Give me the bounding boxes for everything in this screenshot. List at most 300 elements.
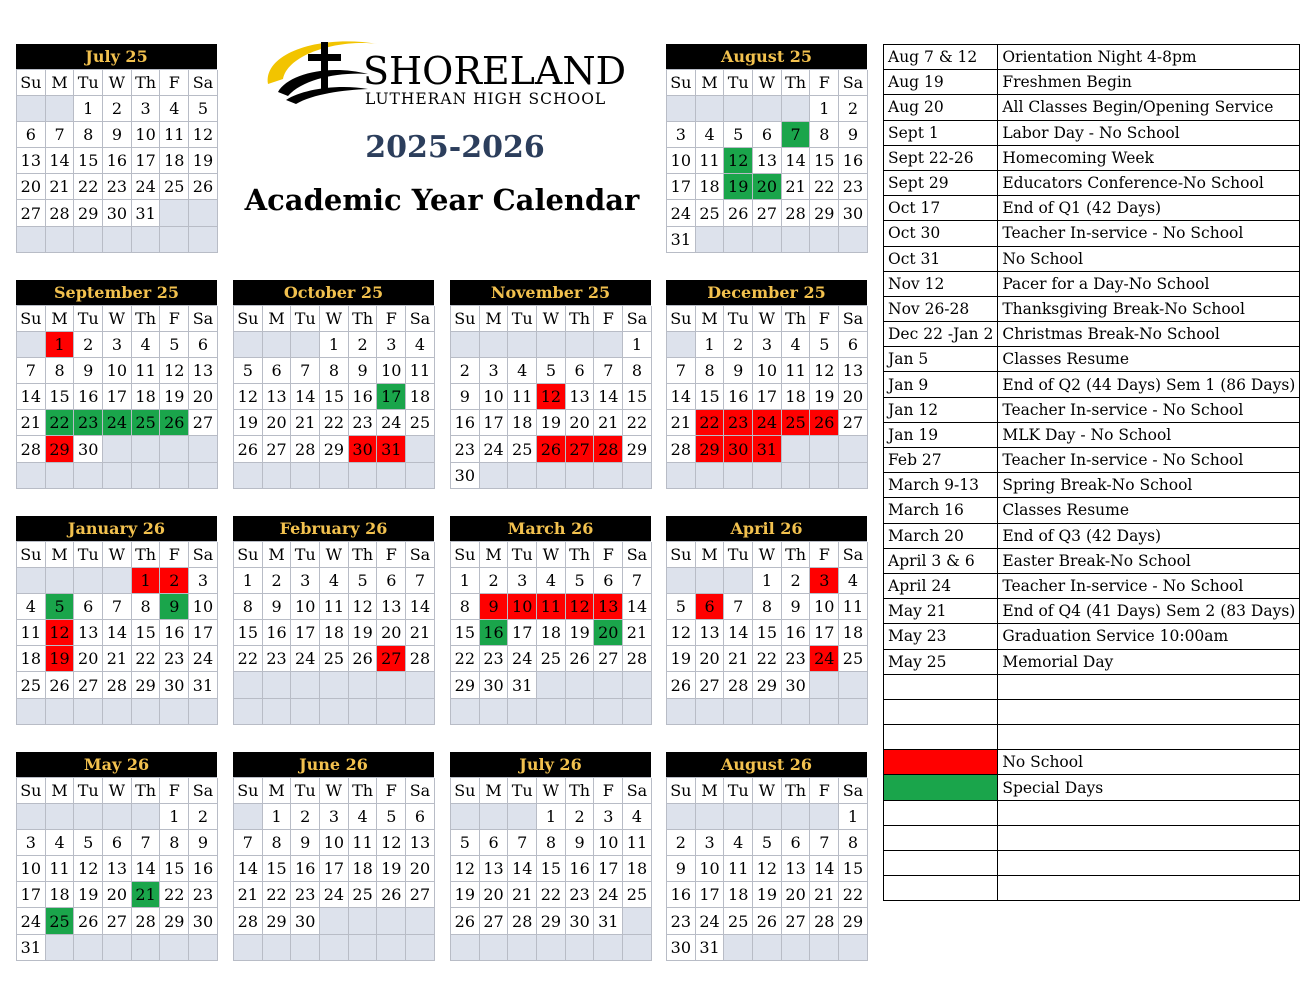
day-cell: 5 bbox=[377, 804, 406, 830]
day-cell: 13 bbox=[782, 856, 811, 882]
empty-cell bbox=[782, 935, 811, 961]
day-cell: 17 bbox=[17, 882, 46, 908]
day-cell: 24 bbox=[189, 646, 218, 672]
weekday-label: M bbox=[263, 542, 292, 568]
empty-cell bbox=[377, 463, 406, 489]
day-cell: 22 bbox=[234, 646, 263, 672]
event-row bbox=[884, 498, 1300, 523]
day-cell: 8 bbox=[46, 358, 75, 384]
event-row bbox=[884, 473, 1300, 498]
month-8 bbox=[450, 516, 651, 725]
day-cell: 8 bbox=[234, 594, 263, 620]
weekday-label: F bbox=[810, 778, 839, 804]
day-cell: 10 bbox=[753, 358, 782, 384]
day-cell: 2 bbox=[74, 332, 103, 358]
day-cell: 17 bbox=[508, 620, 537, 646]
day-cell: 21 bbox=[782, 174, 811, 200]
day-cell: 16 bbox=[291, 856, 320, 882]
day-cell: 23 bbox=[349, 410, 378, 436]
day-cell: 13 bbox=[753, 148, 782, 174]
month-grid bbox=[666, 69, 867, 253]
day-cell: 6 bbox=[696, 594, 725, 620]
month-title: November 25 bbox=[450, 280, 651, 305]
month-title: July 26 bbox=[450, 752, 651, 777]
empty-cell bbox=[566, 935, 595, 961]
empty-cell bbox=[234, 672, 263, 698]
empty-cell bbox=[189, 436, 218, 462]
day-cell: 24 bbox=[594, 882, 623, 908]
event-row bbox=[884, 372, 1300, 397]
month-3 bbox=[233, 280, 434, 489]
month-title: August 25 bbox=[666, 44, 867, 69]
empty-cell bbox=[406, 908, 435, 934]
day-cell: 30 bbox=[103, 200, 132, 226]
event-description bbox=[998, 851, 1300, 876]
empty-cell bbox=[103, 463, 132, 489]
empty-cell bbox=[508, 935, 537, 961]
day-cell: 1 bbox=[839, 804, 868, 830]
day-cell: 29 bbox=[46, 436, 75, 462]
day-cell: 10 bbox=[103, 358, 132, 384]
month-title: March 26 bbox=[450, 516, 651, 541]
day-cell: 22 bbox=[263, 882, 292, 908]
empty-cell bbox=[132, 227, 161, 253]
day-cell: 9 bbox=[74, 358, 103, 384]
weekday-label: W bbox=[753, 70, 782, 96]
day-cell: 20 bbox=[753, 174, 782, 200]
day-cell: 4 bbox=[46, 830, 75, 856]
event-date: Oct 17 bbox=[884, 196, 998, 221]
day-cell: 6 bbox=[566, 358, 595, 384]
day-cell: 13 bbox=[594, 594, 623, 620]
event-row bbox=[884, 800, 1300, 825]
empty-cell bbox=[17, 568, 46, 594]
day-cell: 24 bbox=[103, 410, 132, 436]
day-cell: 24 bbox=[132, 174, 161, 200]
weekday-label: Su bbox=[667, 70, 696, 96]
day-cell: 24 bbox=[377, 410, 406, 436]
day-cell: 13 bbox=[189, 358, 218, 384]
logo-emblem-icon bbox=[258, 34, 628, 114]
day-cell: 7 bbox=[667, 358, 696, 384]
empty-cell bbox=[753, 227, 782, 253]
day-cell: 3 bbox=[320, 804, 349, 830]
day-cell: 30 bbox=[349, 436, 378, 462]
empty-cell bbox=[810, 436, 839, 462]
day-cell: 16 bbox=[724, 384, 753, 410]
weekday-label: M bbox=[480, 542, 509, 568]
day-cell: 11 bbox=[46, 856, 75, 882]
weekday-label: Tu bbox=[724, 70, 753, 96]
weekday-label: Th bbox=[566, 778, 595, 804]
event-row bbox=[884, 397, 1300, 422]
empty-cell bbox=[753, 463, 782, 489]
empty-cell bbox=[263, 935, 292, 961]
day-cell: 9 bbox=[566, 830, 595, 856]
day-cell: 8 bbox=[810, 122, 839, 148]
day-cell: 8 bbox=[451, 594, 480, 620]
empty-cell bbox=[696, 804, 725, 830]
day-cell: 5 bbox=[667, 594, 696, 620]
weekday-label: Tu bbox=[724, 542, 753, 568]
day-cell: 18 bbox=[724, 882, 753, 908]
day-cell: 5 bbox=[160, 332, 189, 358]
day-cell: 6 bbox=[594, 568, 623, 594]
event-row bbox=[884, 548, 1300, 573]
event-description: Classes Resume bbox=[998, 347, 1300, 372]
day-cell: 10 bbox=[189, 594, 218, 620]
empty-cell bbox=[782, 463, 811, 489]
day-cell: 28 bbox=[623, 646, 652, 672]
empty-cell bbox=[537, 935, 566, 961]
day-cell: 9 bbox=[189, 830, 218, 856]
empty-cell bbox=[480, 332, 509, 358]
empty-cell bbox=[132, 935, 161, 961]
day-cell: 11 bbox=[508, 384, 537, 410]
empty-cell bbox=[594, 672, 623, 698]
weekday-label: F bbox=[377, 542, 406, 568]
day-cell: 23 bbox=[667, 908, 696, 934]
day-cell: 2 bbox=[349, 332, 378, 358]
empty-cell bbox=[74, 935, 103, 961]
empty-cell bbox=[451, 699, 480, 725]
month-title: February 26 bbox=[233, 516, 434, 541]
day-cell: 14 bbox=[782, 148, 811, 174]
event-description: Educators Conference-No School bbox=[998, 170, 1300, 195]
day-cell: 1 bbox=[132, 568, 161, 594]
day-cell: 13 bbox=[17, 148, 46, 174]
school-subname: LUTHERAN HIGH SCHOOL bbox=[365, 90, 607, 108]
empty-cell bbox=[74, 804, 103, 830]
month-grid bbox=[16, 777, 217, 961]
empty-cell bbox=[377, 699, 406, 725]
day-cell: 7 bbox=[782, 122, 811, 148]
weekday-label: M bbox=[46, 778, 75, 804]
day-cell: 27 bbox=[406, 882, 435, 908]
event-description: Teacher In-service - No School bbox=[998, 397, 1300, 422]
event-row bbox=[884, 649, 1300, 674]
empty-cell bbox=[508, 463, 537, 489]
day-cell: 25 bbox=[508, 436, 537, 462]
day-cell: 17 bbox=[696, 882, 725, 908]
day-cell: 19 bbox=[377, 856, 406, 882]
weekday-label: Su bbox=[17, 778, 46, 804]
weekday-label: W bbox=[103, 70, 132, 96]
day-cell: 10 bbox=[810, 594, 839, 620]
weekday-label: F bbox=[160, 70, 189, 96]
day-cell: 30 bbox=[189, 908, 218, 934]
event-date: April 3 & 6 bbox=[884, 548, 998, 573]
empty-cell bbox=[160, 699, 189, 725]
day-cell: 6 bbox=[377, 568, 406, 594]
day-cell: 23 bbox=[782, 646, 811, 672]
empty-cell bbox=[810, 699, 839, 725]
empty-cell bbox=[537, 699, 566, 725]
event-date: March 9-13 bbox=[884, 473, 998, 498]
event-description bbox=[998, 800, 1300, 825]
day-cell: 14 bbox=[406, 594, 435, 620]
empty-cell bbox=[810, 463, 839, 489]
day-cell: 31 bbox=[667, 227, 696, 253]
day-cell: 19 bbox=[46, 646, 75, 672]
day-cell: 6 bbox=[406, 804, 435, 830]
empty-cell bbox=[782, 804, 811, 830]
day-cell: 12 bbox=[74, 856, 103, 882]
weekday-label: Tu bbox=[508, 542, 537, 568]
event-description: Graduation Service 10:00am bbox=[998, 624, 1300, 649]
day-cell: 23 bbox=[263, 646, 292, 672]
day-cell: 14 bbox=[291, 384, 320, 410]
day-cell: 24 bbox=[480, 436, 509, 462]
empty-cell bbox=[103, 568, 132, 594]
day-cell: 30 bbox=[451, 463, 480, 489]
weekday-label: Sa bbox=[623, 542, 652, 568]
empty-cell bbox=[291, 672, 320, 698]
weekday-label: Th bbox=[132, 70, 161, 96]
empty-cell bbox=[696, 96, 725, 122]
empty-cell bbox=[623, 935, 652, 961]
weekday-label: Sa bbox=[839, 542, 868, 568]
empty-cell bbox=[480, 935, 509, 961]
month-grid bbox=[16, 305, 217, 489]
empty-cell bbox=[103, 227, 132, 253]
weekday-label: F bbox=[377, 778, 406, 804]
day-cell: 8 bbox=[320, 358, 349, 384]
weekday-label: Sa bbox=[189, 306, 218, 332]
day-cell: 29 bbox=[537, 908, 566, 934]
day-cell: 21 bbox=[810, 882, 839, 908]
weekday-label: F bbox=[594, 306, 623, 332]
event-row bbox=[884, 876, 1300, 901]
day-cell: 26 bbox=[74, 908, 103, 934]
day-cell: 13 bbox=[377, 594, 406, 620]
day-cell: 13 bbox=[103, 856, 132, 882]
month-title: October 25 bbox=[233, 280, 434, 305]
day-cell: 12 bbox=[160, 358, 189, 384]
weekday-label: Sa bbox=[406, 778, 435, 804]
weekday-label: M bbox=[696, 542, 725, 568]
day-cell: 18 bbox=[406, 384, 435, 410]
school-logo bbox=[258, 34, 628, 114]
day-cell: 26 bbox=[724, 200, 753, 226]
day-cell: 10 bbox=[291, 594, 320, 620]
empty-cell bbox=[724, 227, 753, 253]
event-date bbox=[884, 800, 998, 825]
weekday-label: F bbox=[160, 306, 189, 332]
month-grid bbox=[666, 541, 867, 725]
event-description: All Classes Begin/Opening Service bbox=[998, 95, 1300, 120]
event-date: March 20 bbox=[884, 523, 998, 548]
day-cell: 3 bbox=[480, 358, 509, 384]
empty-cell bbox=[696, 463, 725, 489]
school-name: SHORELAND bbox=[363, 49, 627, 93]
event-row bbox=[884, 95, 1300, 120]
day-cell: 8 bbox=[263, 830, 292, 856]
day-cell: 9 bbox=[451, 384, 480, 410]
empty-cell bbox=[320, 908, 349, 934]
day-cell: 5 bbox=[810, 332, 839, 358]
day-cell: 3 bbox=[377, 332, 406, 358]
day-cell: 21 bbox=[234, 882, 263, 908]
event-row bbox=[884, 170, 1300, 195]
event-description bbox=[998, 699, 1300, 724]
day-cell: 15 bbox=[160, 856, 189, 882]
day-cell: 16 bbox=[839, 148, 868, 174]
empty-cell bbox=[406, 699, 435, 725]
weekday-label: Tu bbox=[74, 306, 103, 332]
empty-cell bbox=[46, 568, 75, 594]
empty-cell bbox=[782, 96, 811, 122]
event-description bbox=[998, 825, 1300, 850]
month-title: January 26 bbox=[16, 516, 217, 541]
weekday-label: Sa bbox=[839, 778, 868, 804]
month-title: June 26 bbox=[233, 752, 434, 777]
month-5 bbox=[666, 280, 867, 489]
day-cell: 27 bbox=[17, 200, 46, 226]
day-cell: 30 bbox=[160, 672, 189, 698]
empty-cell bbox=[74, 463, 103, 489]
day-cell: 27 bbox=[839, 410, 868, 436]
day-cell: 13 bbox=[566, 384, 595, 410]
day-cell: 11 bbox=[724, 856, 753, 882]
day-cell: 27 bbox=[753, 200, 782, 226]
day-cell: 13 bbox=[263, 384, 292, 410]
empty-cell bbox=[234, 463, 263, 489]
empty-cell bbox=[451, 935, 480, 961]
empty-cell bbox=[406, 672, 435, 698]
weekday-label: Tu bbox=[74, 70, 103, 96]
event-date: Aug 19 bbox=[884, 70, 998, 95]
day-cell: 14 bbox=[724, 620, 753, 646]
day-cell: 31 bbox=[753, 436, 782, 462]
weekday-label: M bbox=[46, 306, 75, 332]
day-cell: 14 bbox=[132, 856, 161, 882]
weekday-label: Su bbox=[451, 306, 480, 332]
empty-cell bbox=[132, 436, 161, 462]
day-cell: 9 bbox=[160, 594, 189, 620]
day-cell: 4 bbox=[537, 568, 566, 594]
event-description: Spring Break-No School bbox=[998, 473, 1300, 498]
day-cell: 22 bbox=[537, 882, 566, 908]
day-cell: 27 bbox=[377, 646, 406, 672]
month-title: December 25 bbox=[666, 280, 867, 305]
empty-cell bbox=[753, 935, 782, 961]
day-cell: 16 bbox=[103, 148, 132, 174]
day-cell: 6 bbox=[480, 830, 509, 856]
day-cell: 7 bbox=[234, 830, 263, 856]
event-description: Classes Resume bbox=[998, 498, 1300, 523]
day-cell: 4 bbox=[839, 568, 868, 594]
day-cell: 16 bbox=[349, 384, 378, 410]
day-cell: 23 bbox=[480, 646, 509, 672]
day-cell: 11 bbox=[696, 148, 725, 174]
weekday-label: Su bbox=[451, 542, 480, 568]
day-cell: 5 bbox=[537, 358, 566, 384]
day-cell: 4 bbox=[160, 96, 189, 122]
day-cell: 20 bbox=[377, 620, 406, 646]
empty-cell bbox=[160, 463, 189, 489]
event-date bbox=[884, 876, 998, 901]
event-row bbox=[884, 674, 1300, 699]
day-cell: 21 bbox=[103, 646, 132, 672]
day-cell: 4 bbox=[349, 804, 378, 830]
empty-cell bbox=[594, 935, 623, 961]
weekday-label: Tu bbox=[508, 778, 537, 804]
weekday-label: M bbox=[46, 542, 75, 568]
weekday-label: Tu bbox=[724, 306, 753, 332]
weekday-label: Tu bbox=[74, 542, 103, 568]
day-cell: 16 bbox=[451, 410, 480, 436]
event-date: Jan 9 bbox=[884, 372, 998, 397]
day-cell: 7 bbox=[508, 830, 537, 856]
event-row bbox=[884, 347, 1300, 372]
events-table bbox=[883, 44, 1300, 901]
day-cell: 12 bbox=[537, 384, 566, 410]
day-cell: 12 bbox=[667, 620, 696, 646]
event-row bbox=[884, 120, 1300, 145]
day-cell: 9 bbox=[349, 358, 378, 384]
day-cell: 11 bbox=[782, 358, 811, 384]
day-cell: 3 bbox=[132, 96, 161, 122]
day-cell: 30 bbox=[839, 200, 868, 226]
empty-cell bbox=[839, 699, 868, 725]
empty-cell bbox=[189, 463, 218, 489]
weekday-label: W bbox=[537, 542, 566, 568]
empty-cell bbox=[623, 463, 652, 489]
day-cell: 5 bbox=[451, 830, 480, 856]
day-cell: 2 bbox=[103, 96, 132, 122]
day-cell: 25 bbox=[320, 646, 349, 672]
empty-cell bbox=[320, 463, 349, 489]
weekday-label: Th bbox=[132, 542, 161, 568]
day-cell: 4 bbox=[696, 122, 725, 148]
month-grid bbox=[666, 777, 867, 961]
day-cell: 3 bbox=[17, 830, 46, 856]
day-cell: 22 bbox=[74, 174, 103, 200]
day-cell: 20 bbox=[594, 620, 623, 646]
day-cell: 30 bbox=[724, 436, 753, 462]
day-cell: 1 bbox=[753, 568, 782, 594]
event-description bbox=[998, 876, 1300, 901]
day-cell: 1 bbox=[320, 332, 349, 358]
event-date: Jan 5 bbox=[884, 347, 998, 372]
empty-cell bbox=[132, 804, 161, 830]
day-cell: 10 bbox=[17, 856, 46, 882]
day-cell: 18 bbox=[46, 882, 75, 908]
event-date: Aug 20 bbox=[884, 95, 998, 120]
day-cell: 13 bbox=[480, 856, 509, 882]
day-cell: 4 bbox=[782, 332, 811, 358]
day-cell: 27 bbox=[103, 908, 132, 934]
day-cell: 23 bbox=[103, 174, 132, 200]
empty-cell bbox=[17, 96, 46, 122]
event-description: Homecoming Week bbox=[998, 145, 1300, 170]
day-cell: 4 bbox=[724, 830, 753, 856]
empty-cell bbox=[696, 699, 725, 725]
day-cell: 25 bbox=[17, 672, 46, 698]
day-cell: 28 bbox=[291, 436, 320, 462]
day-cell: 3 bbox=[753, 332, 782, 358]
event-description: MLK Day - No School bbox=[998, 422, 1300, 447]
empty-cell bbox=[291, 699, 320, 725]
empty-cell bbox=[839, 463, 868, 489]
day-cell: 24 bbox=[291, 646, 320, 672]
empty-cell bbox=[810, 935, 839, 961]
academic-year: 2025-2026 bbox=[365, 130, 545, 165]
empty-cell bbox=[508, 699, 537, 725]
weekday-label: F bbox=[594, 778, 623, 804]
day-cell: 26 bbox=[753, 908, 782, 934]
